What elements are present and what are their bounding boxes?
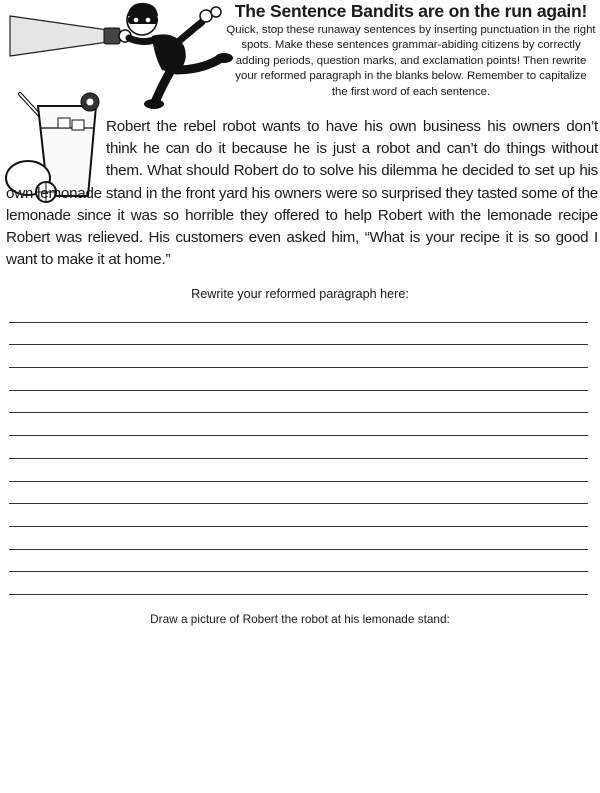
instructions: Quick, stop these runaway sentences by inserting punctuation in the right spots. Make these sentences grammar-abiding citizens by correctly adding periods, question marks, and exclamation points! Then rewrite your reformed paragraph in the blanks below. Remember to capitalize the first word of each sentence. bbox=[226, 24, 596, 98]
runaway-paragraph bbox=[6, 116, 598, 271]
paragraph-text: Robert the rebel robot wants to have his own business his owners don’t think he can do it because he is just a robot and can’t do things without them. What should Robert do to solve his dilemma he decided to set up his own lemonade stand in the front yard his owners were so surprised they tasted some of the lemonade since it was so horrible they offered to help Robert with the lemonade recipe Robert was relieved. His customers even asked him, “What is your recipe it is so good I want to make it at home.” bbox=[6, 118, 598, 269]
draw-label: Draw a picture of Robert the robot at his lemonade stand: bbox=[150, 612, 450, 626]
writing-lines[interactable] bbox=[9, 300, 588, 595]
writing-line[interactable] bbox=[9, 345, 588, 368]
writing-line[interactable] bbox=[9, 572, 588, 595]
writing-line[interactable] bbox=[9, 368, 588, 391]
writing-line[interactable] bbox=[9, 459, 588, 482]
writing-line[interactable] bbox=[9, 527, 588, 550]
writing-line[interactable] bbox=[9, 550, 588, 573]
worksheet-title: The Sentence Bandits are on the run again! bbox=[234, 1, 588, 21]
writing-line[interactable] bbox=[9, 413, 588, 436]
writing-line[interactable] bbox=[9, 323, 588, 346]
writing-line[interactable] bbox=[9, 391, 588, 414]
writing-line[interactable] bbox=[9, 482, 588, 505]
rewrite-label: Rewrite your reformed paragraph here: bbox=[191, 287, 409, 301]
writing-line[interactable] bbox=[9, 504, 588, 527]
writing-line[interactable] bbox=[9, 436, 588, 459]
writing-line[interactable] bbox=[9, 300, 588, 323]
